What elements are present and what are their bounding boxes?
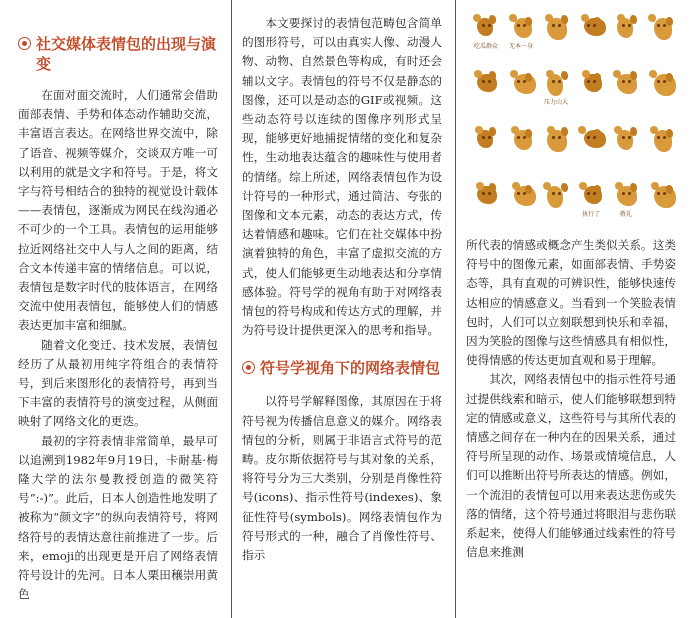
- section-heading-text: 社交媒体表情包的出现与演变: [36, 35, 217, 73]
- sticker-figure: [468, 14, 504, 51]
- paragraph: 本文要探讨的表情包范畴包含简单的图形符号，可以由真实人像、动漫人物、动物、自然景色等构成，有时还会辅以文字。表情包的符号不仅是静态的图像，还可以是动态的GIF或视频。这些动态符号以连续的图像序列形式呈现，能够更好地捕捉情绪的变化和复杂性，生动地表达蕴含的趣味性与使用者的情绪。综上所述，网络表情包作为设计符号的一种形式，通过简洁、夸张的图像和文本元素，动态的表达方式，传达着情感和趣味。它们在社交媒体中扮演着独特的角色，丰富了虚拟交流的方式，使人们能够更生动地表达和分享情感体验。符号学的视角有助于对网络表情包的符号构成和传达方式的理解，并为符号设计提供更深入的思考和指导。: [242, 16, 442, 338]
- column-divider: [455, 0, 456, 618]
- bronze-figure-icon: [646, 126, 676, 154]
- paragraph: 所代表的情感或概念产生类似关系。这类符号中的图像元素，如面部表情、手势姿态等，具有直观的可辨识性，能够快速传达相应的情感意义。当看到一个笑脸表情包时，人们可以立刻联想到快乐和幸福，因为笑脸的图像与这些情感具有相似性，使得情感的传达更加直观和易于理解。: [466, 238, 676, 368]
- sticker-figure: [608, 126, 644, 154]
- sticker-caption: 压力山大: [543, 99, 568, 106]
- sticker-figure: [573, 70, 609, 98]
- bronze-figure-icon: [576, 14, 606, 42]
- section-heading-2: [242, 358, 442, 378]
- bronze-figure-icon: [506, 126, 536, 154]
- paragraph: 其次，网络表情包中的指示性符号通过提供线索和暗示，使人们能够联想到特定的情感或意义，这些符号与其所代表的情感之间存在一种内在的因果关系，通过符号所呈现的动作、场景或情境信息，人们可以推断出符号所表达的情感。例如，一个流泪的表情包可以用来表达悲伤或失落的情绪，这个符号通过将眼泪与悲伤联系起来，使得人们能够通过线索性的符号信息来推测: [466, 372, 676, 560]
- sticker-figure: [573, 182, 609, 219]
- bronze-figure-icon: [471, 70, 501, 98]
- bronze-figure-icon: [541, 126, 571, 154]
- bronze-figure-icon: [506, 14, 536, 42]
- bronze-figure-icon: [576, 182, 606, 210]
- column-divider: [231, 0, 232, 618]
- sticker-figure: [538, 182, 574, 210]
- bronze-figure-icon: [611, 182, 641, 210]
- sticker-figure: [468, 70, 504, 98]
- bronze-figure-icon: [506, 70, 536, 98]
- sticker-figure: [468, 126, 504, 154]
- bronze-figure-icon: [541, 14, 571, 42]
- column-2: [242, 0, 442, 618]
- sticker-figure: [503, 126, 539, 154]
- sticker-figure: [503, 182, 539, 210]
- sticker-figure: [643, 70, 676, 98]
- sticker-figure: [468, 182, 504, 210]
- section-heading-1: [18, 34, 218, 74]
- sticker-figure: [608, 182, 644, 219]
- circle-bullet-icon: [18, 37, 31, 50]
- sticker-figure: [573, 14, 609, 42]
- sticker-caption: 吃瓜群众: [473, 43, 498, 50]
- sticker-figure: [538, 126, 574, 154]
- bronze-figure-icon: [471, 14, 501, 42]
- bronze-figure-icon: [611, 14, 641, 42]
- bronze-figure-icon: [506, 182, 536, 210]
- bronze-figure-icon: [471, 182, 501, 210]
- section-heading-text: 符号学视角下的网络表情包: [260, 359, 441, 378]
- bronze-figure-icon: [646, 70, 676, 98]
- sticker-figure: [643, 14, 676, 42]
- sticker-figure: [643, 126, 676, 154]
- sticker-caption: 执行了: [581, 211, 600, 218]
- bronze-figure-icon: [576, 70, 606, 98]
- bronze-figure-icon: [471, 126, 501, 154]
- paragraph: 在面对面交流时，人们通常会借助面部表情、手势和体态动作辅助交流，丰富语言表达。在网络世界交流中，除了语音、视频等媒介，交谈双方唯一可以利用的就是文字和符号。于是，将文字与符号相结合的独特的视觉设计载体——表情包，逐渐成为网民在线沟通必不可少的一个工具。表情包的运用能够拉近网络社交中人与人之间的距离，结合文本传递丰富的情绪信息。可以说，表情包是数字时代的肢体语言，在网络交流中使用表情包，能够使人们的情感表达更加丰富和细腻。: [18, 88, 218, 333]
- sticker-figure: [538, 70, 574, 107]
- sticker-figure: [503, 70, 539, 98]
- column-3: [466, 0, 676, 618]
- sticker-figure: [573, 126, 609, 154]
- circle-bullet-icon: [242, 361, 255, 374]
- bronze-figure-icon: [611, 126, 641, 154]
- paragraph: 以符号学解释图像，其原因在于将符号视为传播信息意义的媒介。网络表情包的分析，则属于非语言式符号的范畴。皮尔斯依据符号与其对象的关系，将符号分为三大类别，分别是肖像性符号(icons)、指示性符号(indexes)、象征性符号(symbols)。网络表情包作为符号形式的一种，融合了肖像性符号、指示: [242, 394, 442, 563]
- sticker-caption: 无本一身: [508, 43, 533, 50]
- sticker-figure: [608, 70, 644, 98]
- bronze-figure-icon: [646, 182, 676, 210]
- sticker-figure: [643, 182, 676, 210]
- paragraph: 随着文化变迁、技术发展，表情包经历了从最初用纯字符组合的表情符号，到后来图形化的表情符号，再到当下丰富的表情符号的演变过程，从侧面映射了网络文化的更迭。: [18, 337, 218, 429]
- bronze-figure-icon: [541, 70, 571, 98]
- sticker-figure: [503, 14, 539, 51]
- bronze-figure-icon: [541, 182, 571, 210]
- column-1: [18, 0, 218, 618]
- sticker-figure: [538, 14, 574, 42]
- sticker-caption: 敬礼: [619, 211, 632, 218]
- paragraph: 最初的字符表情非常简单，最早可以追溯到1982年9月19日，卡耐基·梅隆大学的法尔曼教授创造的微笑符号“:-)”。此后，日本人创造性地发明了被称为“颜文字”的纵向表情符号，将网络符号的表情达意往前推进了一步。后来，emoji的出现更是开启了网络表情符号设计的先河。日本人栗田穣崇用黄色: [18, 433, 218, 602]
- bronze-figure-icon: [646, 14, 676, 42]
- bronze-figure-icon: [576, 126, 606, 154]
- bronze-figure-icon: [611, 70, 641, 98]
- sticker-figure: [608, 14, 644, 42]
- emoji-sticker-figure: [466, 0, 676, 232]
